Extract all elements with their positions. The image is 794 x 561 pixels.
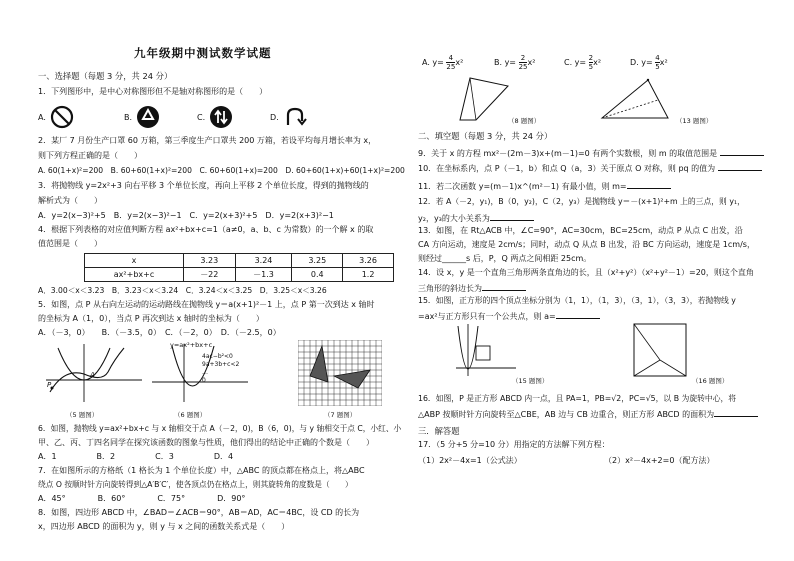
question-16-line1: 16．如图，P 是正方形 ABCD 内一点，且 PA=1，PB=√2，PC=√5，以 B 为旋转中心，将 (418, 394, 737, 403)
question-3-options: A．y=2(x−3)²+5 B．y=2(x−3)²−1 C．y=2(x+3)²+5 D．y=2(x+3)²−1 (38, 211, 334, 220)
question-14-text: 三角形的斜边长为 (418, 284, 482, 293)
answer-blank[interactable] (720, 147, 764, 156)
q8-option-c-prefix: C. y= (564, 58, 587, 67)
question-4-options: A．3.00＜x＜3.23 B．3.23＜x＜3.24 C．3.24＜x＜3.25 D．3.25＜x＜3.26 (38, 286, 327, 295)
question-6-options: A．1 B．2 C．3 D．4 (38, 452, 234, 461)
question-10-text: 10．在坐标系内，点 P（－1，b）和点 Q（a，3）关于原点 O 对称，则 pq 的值为 (418, 164, 716, 173)
question-14-line2 (418, 282, 526, 294)
q1-option-c-label: C. (197, 113, 206, 122)
caption-q16: （16 题图） (692, 377, 729, 385)
q8-b-numerator: 2 (519, 54, 528, 63)
section-fill-heading: 二、填空题（每题 3 分，共 24 分） (418, 131, 553, 141)
q6-formula-label: y=ax²+bx+c (170, 341, 213, 349)
q8-a-denominator: 25 (446, 63, 456, 71)
q13-triangle-figure (598, 76, 678, 122)
table-cell: x (85, 254, 184, 268)
question-11-text: 11．若二次函数 y=(m－1)x^(m²－1) 有最小值，则 m= (418, 182, 627, 191)
caption-q13: （13 题图） (676, 117, 713, 125)
question-9-text: 9．关于 x 的方程 mx²－(2m－3)x+(m－1)=0 有两个实数根，则 m 的取值范围是 (418, 149, 718, 158)
question-12-text: y₂，y₃的大小关系为 (418, 214, 490, 223)
answer-blank[interactable] (556, 310, 600, 319)
question-15-text: =ax²与正方形只有一个公共点，则 a= (418, 312, 556, 321)
q8-b-denominator: 25 (518, 63, 528, 71)
question-7-line1: 7．在如图所示的方格纸（1 格长为 1 个单位长度）中，△ABC 的顶点都在格点上，将△ABC (38, 466, 365, 475)
question-10 (418, 162, 762, 174)
table-row (85, 268, 394, 282)
two-way-arrow-sign-icon (209, 105, 233, 129)
question-13-line2: CA 方向运动，速度是 2cm/s；同时，动点 Q 从点 B 出发，沿 BC 方向运动，速度是 1cm/s， (418, 240, 755, 249)
table-cell: 1.2 (343, 268, 394, 282)
q8-d-numerator: 4 (655, 54, 660, 62)
table-cell: 0.4 (292, 268, 343, 282)
question-17-part-1: （1）2x²－4x=1（公式法） (418, 456, 522, 465)
question-17-part-2: （2）x²－4x+2=0（配方法） (604, 456, 715, 465)
left-column (34, 0, 414, 561)
question-4-line2: 值范围是（ ） (38, 239, 102, 248)
question-12-line1: 12．若 A（－2，y₁)，B（0，y₂)，C（2，y₃）是抛物线 y＝－(x+1)²+m 上的三点，则 y₁， (418, 197, 745, 206)
q6-note-1: 4ac−b²<0 (202, 353, 233, 360)
question-6-line2: 甲、乙、丙、丁四名同学在探究该函数的图象与性质，他们得出的结论中正确的个数是（ ） (38, 438, 374, 447)
q8-option-c: C. y= $\frac{2}{5}$ x² (564, 54, 602, 71)
question-3-line1: 3．将抛物线 y=2x²+3 向右平移 3 个单位长度，再向上平移 2 个单位长度，得到的抛物线的 (38, 181, 369, 190)
q4-value-table (84, 253, 394, 282)
q8-option-a: A. y= $\frac{4}{25}$ x² (422, 54, 464, 71)
question-11 (418, 180, 671, 192)
question-5-line1: 5．如图，点 P 从右向左运动的运动路线在抛物线 y＝a(x+1)²－1 上，点 P 第一次到达 x 轴时 (38, 300, 375, 309)
caption-q7: （7 题图） (324, 411, 357, 419)
q8-d-denominator: 5 (655, 63, 660, 71)
question-16-line2 (418, 408, 758, 420)
question-2-line2: 则下列方程正确的是（ ） (38, 151, 142, 160)
q8-c-denominator: 5 (588, 63, 594, 71)
question-16-text: △ABP 按顺时针方向旋转至△CBE，AB 边与 CB 边重合，则正方形 ABCD 的面积为 (418, 410, 715, 419)
question-7-line2: 绕点 O 按顺时针方向旋转得到△A′B′C′，使各顶点仍在格点上，则其旋转角的度数是（ ） (38, 480, 353, 489)
q7-grid-figure (298, 340, 382, 406)
q1-option-a-label: A. (38, 113, 46, 122)
question-12-line2 (418, 212, 534, 224)
q6-note-3: … (202, 369, 208, 376)
section-answer-heading: 三．解答题 (418, 426, 460, 436)
recycle-sign-icon (136, 105, 160, 129)
q1-option-b-label: B. (124, 113, 133, 122)
q5-point-a-label: A (90, 371, 95, 379)
section-choice-heading: 一、选择题（每题 3 分，共 24 分） (38, 71, 173, 81)
table-row (85, 254, 394, 268)
table-cell: ax²+bx+c (85, 268, 184, 282)
question-8-line2: x，四边形 ABCD 的面积为 y，则 y 与 x 之间的函数关系式是（ ） (38, 522, 290, 531)
question-6-line1: 6．如图，抛物线 y=ax²+bx+c 与 x 轴相交于点 A（－2，0)，B（6，0)，与 y 轴相交于点 C，小红、小 (38, 424, 402, 433)
answer-blank[interactable] (714, 408, 758, 417)
question-14-line1: 14．设 x，y 是一个直角三角形两条直角边的长，且（x²+y²）（x²+y²－1）=20，则这个直角 (418, 268, 754, 277)
question-9 (418, 147, 764, 159)
q8-option-d-prefix: D. y= (630, 58, 653, 67)
answer-blank[interactable] (718, 162, 762, 171)
q8-option-b: B. y= $\frac{2}{25}$ x² (494, 54, 536, 71)
q8-option-d: D. y= $\frac{4}{5}$ x² (630, 54, 668, 71)
table-cell: 3.24 (235, 254, 292, 268)
question-7-options: A．45° B．60° C．75° D．90° (38, 494, 246, 503)
question-5-line2: 的坐标为 A（1，0），当点 P 再次到达 x 轴时的坐标为（ ） (38, 314, 264, 323)
u-turn-arrow-icon (282, 105, 308, 129)
q15-square-parabola-figure (454, 322, 518, 378)
table-cell: －22 (184, 268, 236, 282)
question-15-line1: 15．如图，正方形的四个顶点坐标分别为（1，1），（1，3），（3，1），（3，3），若抛物线 y (418, 296, 736, 305)
answer-blank[interactable] (627, 180, 671, 189)
caption-q15: （15 题图） (512, 377, 549, 385)
question-17: 17．（5 分+5 分=10 分）用指定的方法解下列方程： (418, 440, 610, 449)
q8-option-a-prefix: A. y= (422, 58, 444, 67)
caption-q6: （6 题图） (174, 411, 207, 419)
no-entry-sign-icon (50, 105, 74, 129)
question-8-line1: 8．如图，四边形 ABCD 中，∠BAD＝∠ACB＝90°，AB＝AD，AC＝4BC，设 CD 的长为 (38, 508, 360, 517)
q6-note-2: 9a+3b+c<2 (202, 361, 240, 368)
q8-a-numerator: 4 (446, 54, 455, 63)
caption-q8: （8 题图） (508, 117, 541, 125)
question-13-line3: 则经过______s 后，P，Q 两点之间相距 25cm。 (418, 254, 592, 263)
question-3-line2: 解析式为（ ） (38, 196, 102, 205)
question-15-line2 (418, 310, 600, 322)
answer-blank[interactable] (490, 212, 534, 221)
q16-square-rotation-figure (626, 320, 700, 382)
table-cell: 3.25 (292, 254, 343, 268)
q6-parabola-figure (150, 342, 250, 404)
q8-option-b-prefix: B. y= (494, 58, 517, 67)
table-cell: 3.26 (343, 254, 394, 268)
question-2-options: A. 60(1+x)²=200 B. 60+60(1+x)²=200 C. 60+60(1+x)=200 D. 60+60(1+x)+60(1+x)²=200 (38, 166, 405, 175)
question-2-line1: 2．某厂 7 月份生产口罩 60 万箱，第三季度生产口罩共 200 万箱，若设平均每月增长率为 x， (38, 136, 377, 145)
caption-q5: （5 题图） (66, 411, 99, 419)
answer-blank[interactable] (482, 282, 526, 291)
q6-note-4: 0 (202, 377, 206, 384)
q1-option-d-label: D. (270, 113, 279, 122)
table-cell: 3.23 (184, 254, 236, 268)
question-1: 1．下列图形中，是中心对称图形但不是轴对称图形的是（ ） (38, 87, 268, 96)
q8-c-numerator: 2 (588, 54, 594, 62)
question-4-line1: 4．根据下列表格的对应值判断方程 ax²+bx+c=1（a≠0，a、b、c 为常数）的一个解 x 的取 (38, 225, 374, 234)
table-cell: －1.3 (235, 268, 292, 282)
q5-point-p-label: P (47, 381, 52, 389)
question-13-line1: 13．如图，在 Rt△ACB 中，∠C=90°，AC=30cm，BC=25cm，动点 P 从点 C 出发，沿 (418, 226, 743, 235)
question-5-options: A．（－3，0） B．（－3.5，0） C．（－2，0） D．（－2.5，0） (38, 328, 281, 337)
right-column (414, 0, 794, 561)
page-title: 九年级期中测试数学试题 (134, 46, 272, 60)
